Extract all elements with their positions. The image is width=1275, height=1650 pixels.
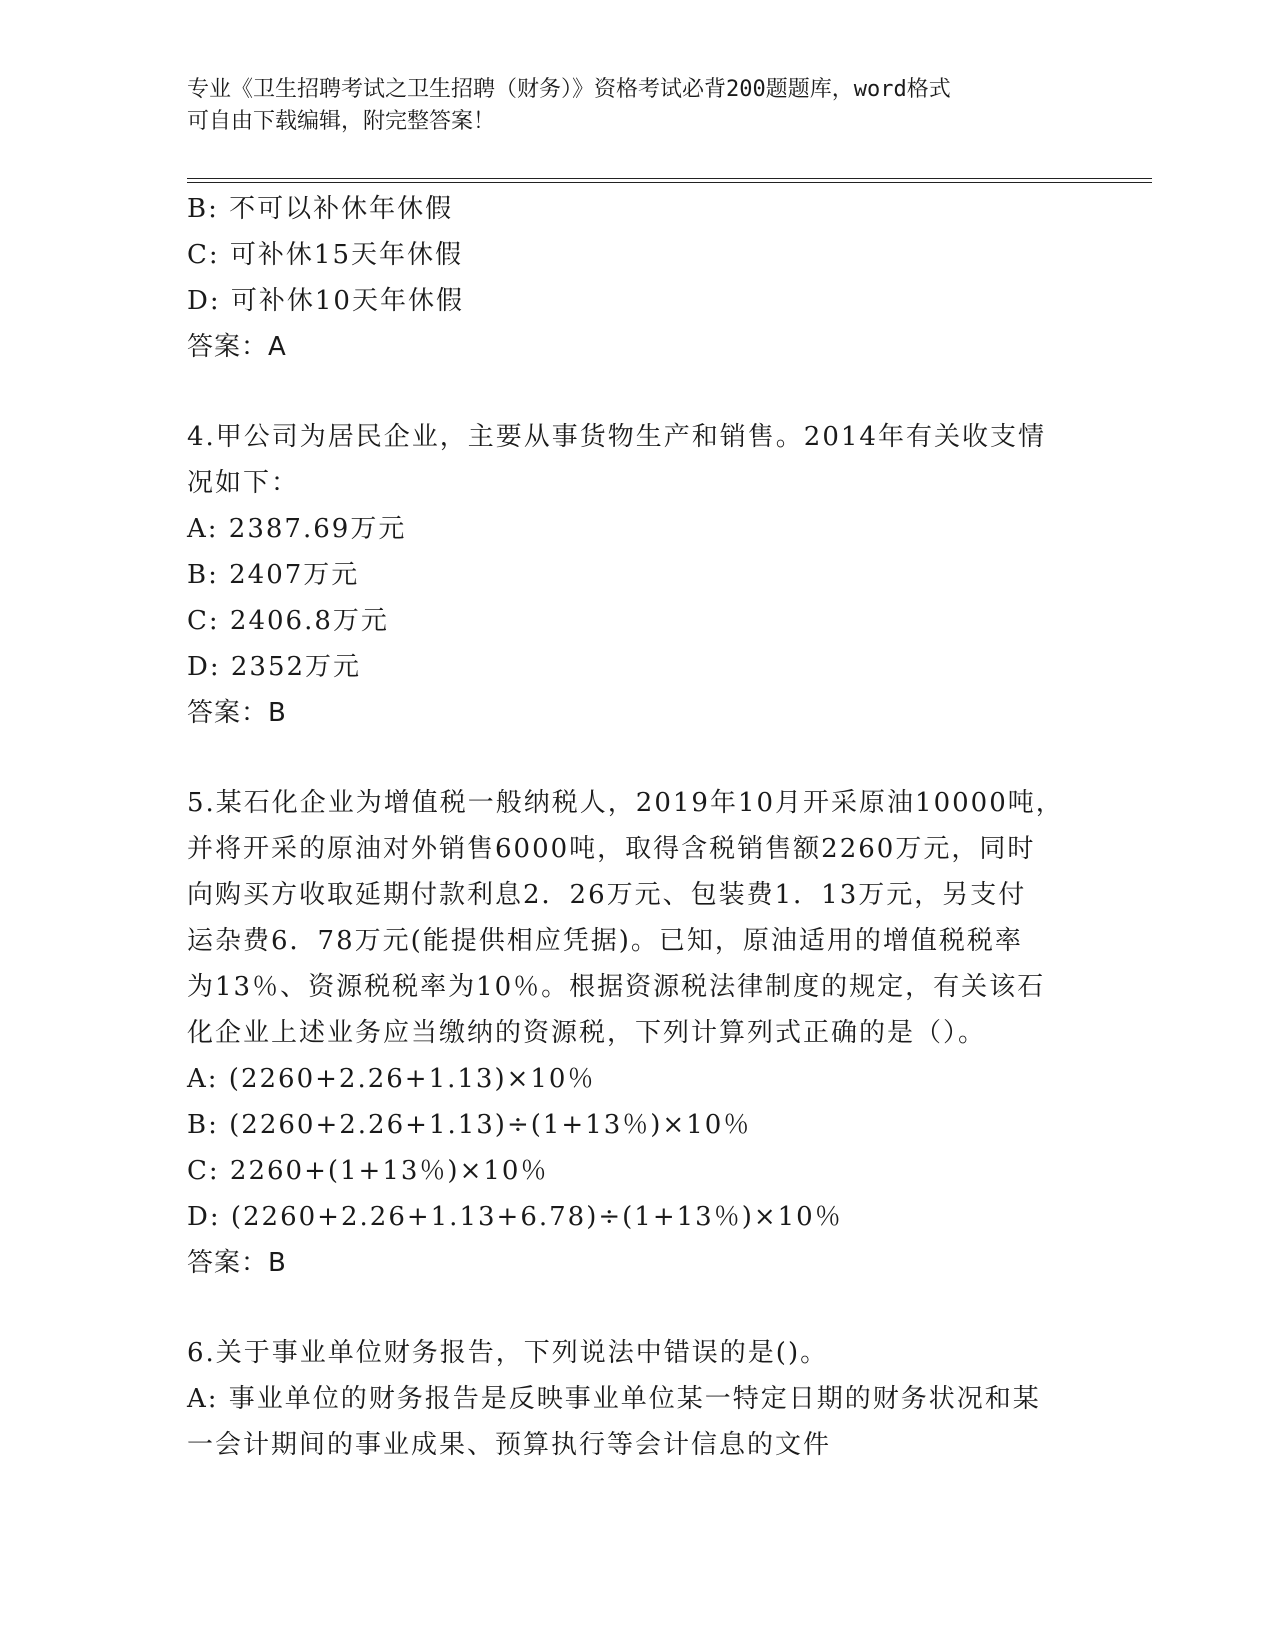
q4-option-b: B: 2407万元 bbox=[187, 560, 360, 590]
question-5 bbox=[187, 780, 1087, 1286]
q3-option-b: B: 不可以补休年休假 bbox=[187, 194, 454, 224]
q5-option-d: D: (2260+2.26+1.13+6.78)÷(1+13％)×10％ bbox=[187, 1202, 843, 1232]
header-title-line-2: 可自由下载编辑，附完整答案！ bbox=[187, 109, 496, 134]
q5-option-c: C: 2260+(1+13％)×10％ bbox=[187, 1156, 549, 1186]
q5-stem-line-4: 运杂费6．78万元(能提供相应凭据)。已知，原油适用的增值税税率 bbox=[187, 926, 1023, 956]
question-content bbox=[187, 186, 1087, 1468]
q4-option-c: C: 2406.8万元 bbox=[187, 606, 389, 636]
question-3 bbox=[187, 186, 1087, 370]
q6-option-a-line-1: A: 事业单位的财务报告是反映事业单位某一特定日期的财务状况和某 bbox=[187, 1384, 1041, 1414]
q5-stem-line-1: 5.某石化企业为增值税一般纳税人，2019年10月开采原油10000吨， bbox=[187, 788, 1064, 818]
question-6 bbox=[187, 1330, 1087, 1468]
q3-answer: 答案：A bbox=[187, 332, 287, 362]
q4-stem-line-2: 况如下： bbox=[187, 468, 300, 498]
q4-stem-line-1: 4.甲公司为居民企业，主要从事货物生产和销售。2014年有关收支情 bbox=[187, 422, 1046, 452]
q6-stem-line-1: 6.关于事业单位财务报告，下列说法中错误的是()。 bbox=[187, 1338, 829, 1368]
q5-stem-line-6: 化企业上述业务应当缴纳的资源税，下列计算列式正确的是（）。 bbox=[187, 1018, 987, 1048]
header-title-line-1: 专业《卫生招聘考试之卫生招聘（财务）》资格考试必背200题题库，word格式 bbox=[187, 77, 951, 102]
q4-option-a: A: 2387.69万元 bbox=[187, 514, 407, 544]
q4-option-d: D: 2352万元 bbox=[187, 652, 362, 682]
q4-answer: 答案：B bbox=[187, 698, 287, 728]
q3-option-c: C: 可补休15天年休假 bbox=[187, 240, 464, 270]
q6-option-a-line-2: 一会计期间的事业成果、预算执行等会计信息的文件 bbox=[187, 1430, 832, 1460]
header-divider bbox=[187, 178, 1152, 183]
question-4 bbox=[187, 414, 1087, 736]
q5-stem-line-5: 为13％、资源税税率为10％。根据资源税法律制度的规定，有关该石 bbox=[187, 972, 1046, 1002]
q3-option-d: D: 可补休10天年休假 bbox=[187, 286, 464, 316]
q5-answer: 答案：B bbox=[187, 1248, 287, 1278]
q5-option-a: A: (2260+2.26+1.13)×10％ bbox=[187, 1064, 596, 1094]
q5-stem-line-2: 并将开采的原油对外销售6000吨，取得含税销售额2260万元，同时 bbox=[187, 834, 1036, 864]
q5-stem-line-3: 向购买方收取延期付款利息2．26万元、包装费1．13万元，另支付 bbox=[187, 880, 1027, 910]
document-header bbox=[187, 74, 1087, 138]
q5-option-b: B: (2260+2.26+1.13)÷(1+13％)×10％ bbox=[187, 1110, 752, 1140]
